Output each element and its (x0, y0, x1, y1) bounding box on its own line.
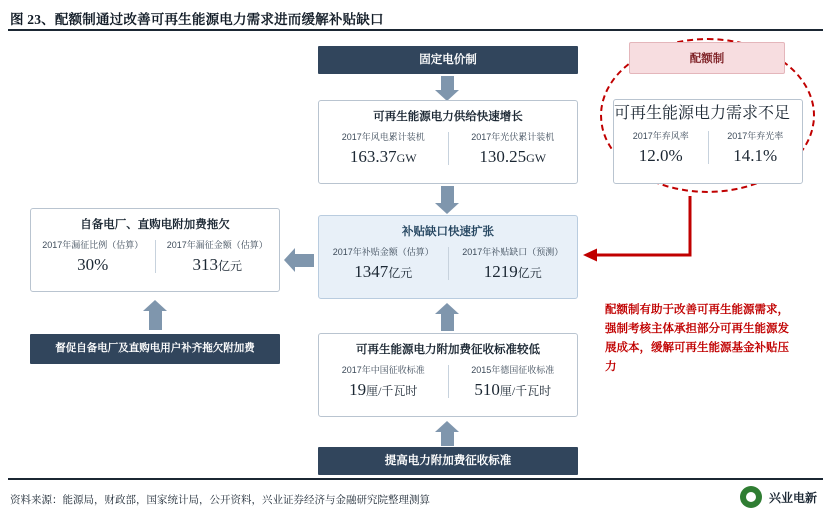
node-urge-payment-label: 督促自备电厂及直购电用户补齐拖欠附加费 (55, 342, 255, 355)
metric-subsidy-amount-value: 1347 (354, 262, 389, 281)
arrow-supply-to-gap (435, 186, 460, 214)
metric-de-standard-unit: 厘/千瓦时 (499, 384, 552, 398)
node-subsidy-gap-header: 补贴缺口快速扩张 (402, 226, 494, 238)
metric-solar-capacity (449, 130, 578, 167)
node-quota-demand-header: 可再生能源电力需求不足 (614, 105, 791, 122)
metric-solar-curtailment-unit: % (763, 146, 778, 165)
circle-logo-icon (740, 486, 762, 508)
node-supply-growth-header: 可再生能源电力供给快速增长 (373, 111, 523, 123)
metric-cn-standard (319, 363, 448, 400)
node-surcharge-low (318, 333, 578, 417)
metric-cn-standard-value: 19 (349, 380, 367, 399)
metric-wind-curtailment (614, 129, 708, 166)
metric-wind-curtailment-value: 12.0 (638, 146, 669, 165)
metric-solar-curtailment-label: 2017年弃光率 (727, 131, 784, 141)
metric-subsidy-gap-unit: 亿元 (517, 266, 542, 280)
source-divider (8, 478, 823, 480)
metric-wind-curtailment-label: 2017年弃风率 (632, 131, 689, 141)
node-urge-payment (30, 334, 280, 364)
arrow-self-supply-to-gap (284, 248, 314, 273)
metric-de-standard-label: 2015年德国征收标准 (471, 365, 555, 375)
metric-cn-standard-label: 2017年中国征收标准 (341, 365, 425, 375)
title-divider-top (8, 29, 823, 31)
metric-solar-capacity-value: 130.25 (479, 147, 527, 166)
metric-subsidy-gap-label: 2017年补贴缺口（预测） (462, 247, 564, 257)
arrow-raise-to-surcharge (435, 421, 460, 446)
metric-miss-rate-value: 30 (77, 255, 95, 274)
node-fixed-tariff (318, 46, 578, 74)
node-self-supply (30, 208, 280, 292)
metric-miss-amount-label: 2017年漏征金额（估算） (166, 240, 268, 250)
node-fixed-tariff-label: 固定电价制 (419, 53, 477, 66)
metric-solar-curtailment (709, 129, 803, 166)
metric-subsidy-gap (449, 245, 578, 282)
metric-wind-capacity (319, 130, 448, 167)
node-subsidy-gap (318, 215, 578, 299)
metric-miss-amount-unit: 亿元 (217, 259, 242, 273)
metric-miss-amount (156, 238, 280, 275)
metric-wind-capacity-unit: GW (396, 151, 417, 165)
metric-subsidy-amount (319, 245, 448, 282)
metric-solar-curtailment-value: 14.1 (733, 146, 764, 165)
metric-wind-capacity-value: 163.37 (349, 147, 397, 166)
arrow-surcharge-to-gap (435, 303, 460, 331)
node-surcharge-low-header: 可再生能源电力附加费征收标准较低 (356, 344, 540, 356)
metric-subsidy-amount-unit: 亿元 (388, 266, 413, 280)
node-quota-title (629, 42, 785, 74)
arrow-fixed-to-supply (435, 76, 460, 101)
arrow-urge-to-self-supply (143, 300, 168, 330)
metric-solar-capacity-unit: GW (526, 151, 547, 165)
quota-note: 配额制有助于改善可再生能源需求，强制考核主体承担部分可再生能源发展成本，缓解可再生能源基金补贴压力 (605, 304, 789, 373)
node-quota-demand (613, 99, 803, 184)
node-supply-growth (318, 100, 578, 184)
node-raise-standard (318, 447, 578, 475)
metric-cn-standard-unit: 厘/千瓦时 (366, 384, 418, 398)
metric-wind-curtailment-unit: % (668, 146, 683, 165)
metric-subsidy-amount-label: 2017年补贴金额（估算） (332, 247, 434, 257)
footer-logo (740, 486, 817, 508)
source-note: 资料来源：能源局，财政部，国家统计局，公开资料，兴业证券经济与金融研究院整理测算 (10, 495, 430, 506)
metric-miss-amount-value: 313 (192, 255, 218, 274)
metric-miss-rate-label: 2017年漏征比例（估算） (42, 240, 144, 250)
footer-brand-label: 兴业电新 (768, 490, 817, 505)
page-title: 图 23、配额制通过改善可再生能源电力需求进而缓解补贴缺口 (10, 12, 384, 27)
metric-solar-capacity-label: 2017年光伏累计装机 (471, 132, 555, 142)
node-quota-title-label: 配额制 (689, 53, 725, 65)
node-raise-standard-label: 提高电力附加费征收标准 (384, 454, 512, 467)
metric-miss-rate-unit: % (94, 255, 109, 274)
metric-miss-rate (31, 238, 155, 275)
metric-de-standard (449, 363, 578, 400)
metric-de-standard-value: 510 (474, 380, 500, 399)
metric-subsidy-gap-value: 1219 (483, 262, 518, 281)
node-self-supply-header: 自备电厂、直购电附加费拖欠 (80, 219, 230, 231)
metric-wind-capacity-label: 2017年风电累计装机 (341, 132, 425, 142)
